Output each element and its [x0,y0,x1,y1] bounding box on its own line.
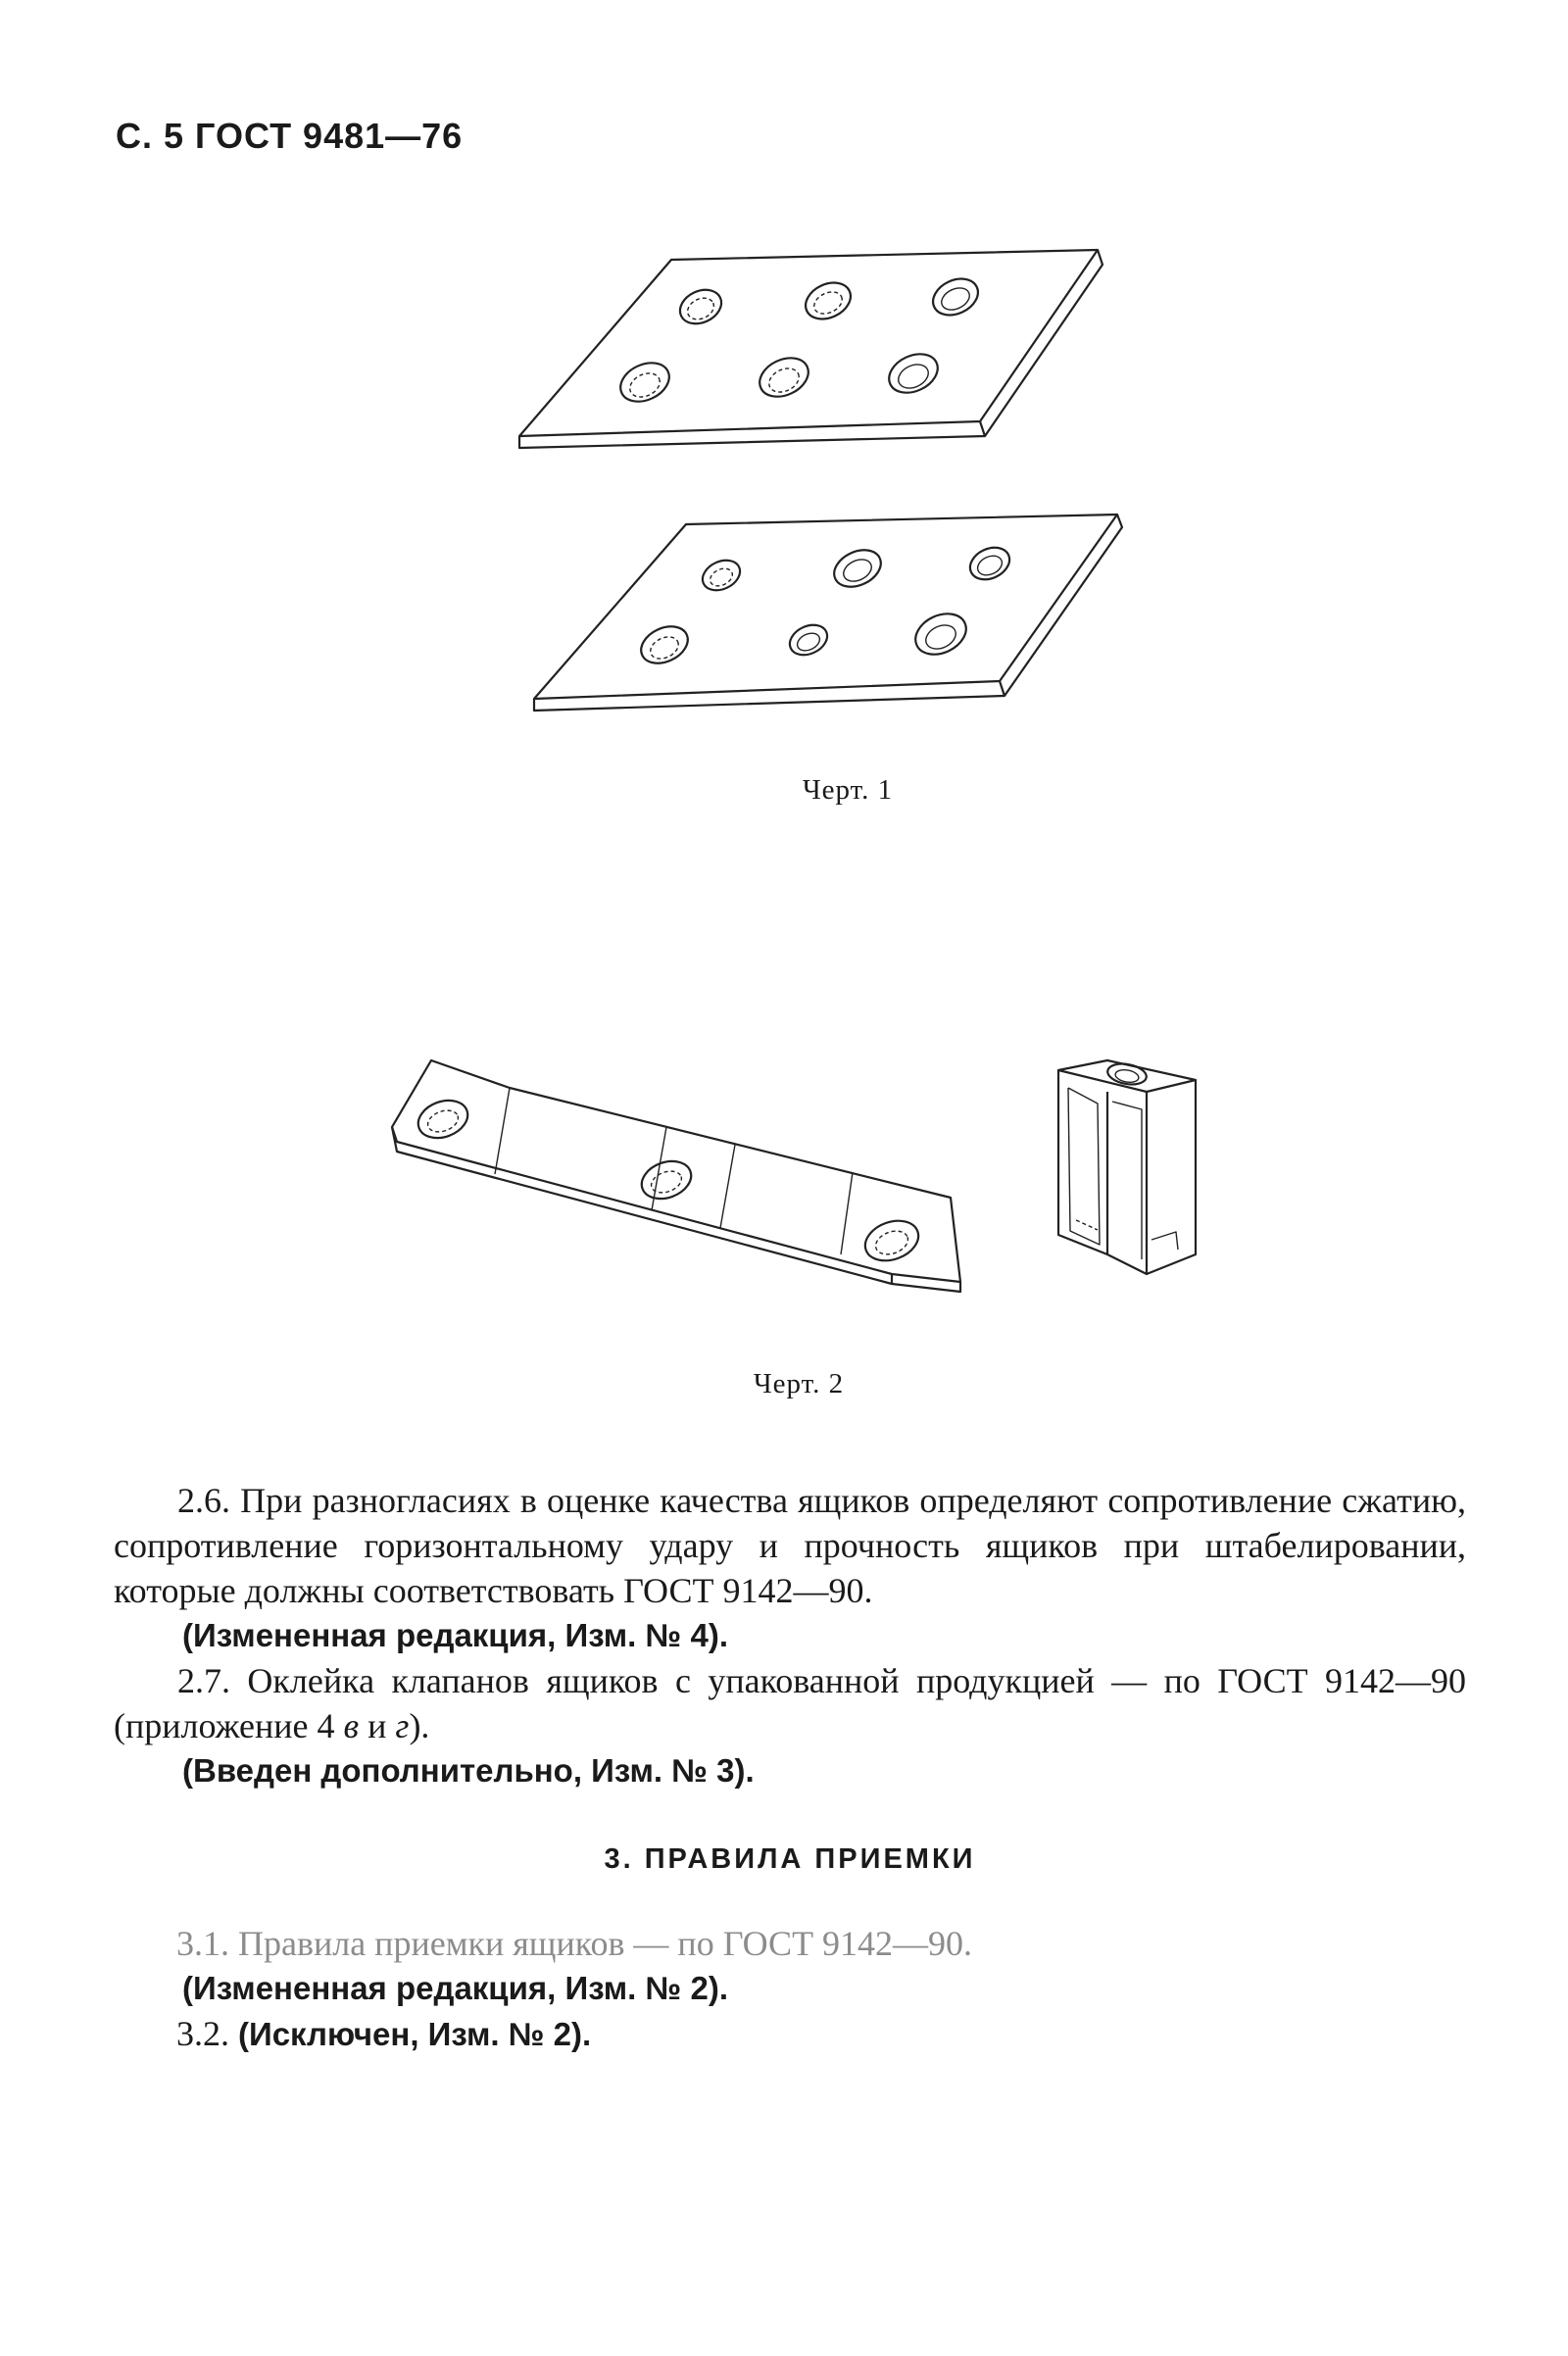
paragraph-text: ). [409,1706,430,1745]
section-title: 3. ПРАВИЛА ПРИЕМКИ [604,1843,976,1875]
figure-2-caption: Черт. 2 [753,1368,845,1399]
page-header: С. 5 ГОСТ 9481—76 [116,116,464,156]
paragraph-3-2 [176,2011,1466,2057]
paragraph-number: 2.7. [177,1661,230,1700]
amendment-note: (Измененная редакция, Изм. № 2). [182,1970,728,2006]
figure-1-drawing [490,230,1137,740]
paragraph-2-6 [114,1478,1466,1613]
paragraph-text: и [368,1706,387,1745]
paragraph-number: 2.6. [177,1481,230,1520]
paragraph-text: Оклейка клапанов ящиков с упакованной продукцией — по ГОСТ 9142—90 (приложение 4 [114,1661,1467,1745]
amendment-note: (Исключен, Изм. № 2). [238,2016,592,2052]
figure-2-drawing [382,1049,1225,1313]
body-text [114,1478,1466,2057]
amendment-note: (Измененная редакция, Изм. № 4). [182,1617,728,1653]
perforated-strip [392,1060,960,1292]
open-box [1058,1060,1196,1274]
perforated-plate-bottom [534,515,1122,711]
paragraph-italic: г [395,1706,410,1745]
amendment-note: (Введен дополнительно, Изм. № 3). [182,1752,755,1789]
paragraph-3-1 [176,1921,1466,1966]
figure-1-caption: Черт. 1 [802,774,894,806]
paragraph-number: 3.2. [176,2014,229,2053]
paragraph-italic: в [343,1706,360,1745]
paragraph-2-7 [114,1658,1466,1748]
paragraph-text: 3.1. Правила приемки ящиков — по ГОСТ 9142—90. [176,1924,973,1963]
paragraph-text: При разногласиях в оценке качества ящиков определяют сопротивление сжатию, сопротивление горизонтальному удару и прочность ящиков при штабелировании, которые должны соответствовать ГОСТ 9142—90. [114,1481,1466,1610]
perforated-plate-top [519,250,1102,448]
